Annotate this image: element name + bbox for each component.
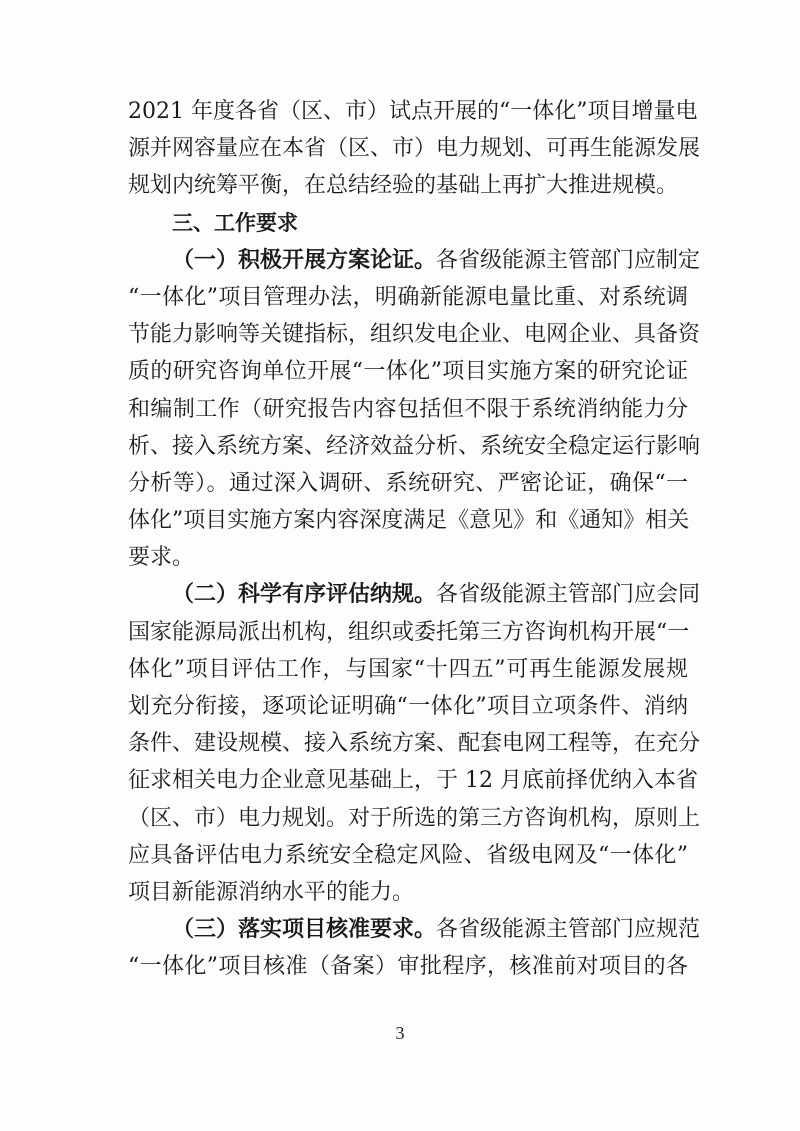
text-line: 节能力影响等关键指标，组织发电企业、电网企业、具备资 [128,322,701,348]
text-line: 析、接入系统方案、经济效益分析、系统安全稳定运行影响 [128,433,701,459]
text-line: 条件、建设规模、接入系统方案、配套电网工程等，在充分 [128,731,701,757]
text-line: 分析等）。通过深入调研、系统研究、严密论证，确保“一 [128,470,688,496]
item-2-first-line-text: 各省级能源主管部门应会同 [436,582,701,608]
page-number: 3 [395,1023,405,1043]
section-heading: 三、工作要求 [172,210,298,235]
item-1-title: （一）积极开展方案论证。 [172,247,437,273]
item-3-first-line [128,911,701,948]
text-line: 征求相关电力企业意见基础上，于 12 月底前择优纳入本省 [128,768,698,794]
text-line: 划充分衔接，逐项论证明确“一体化”项目立项条件、消纳 [128,694,688,719]
text-line: 要求。 [128,545,195,571]
text-line: 2021 年度各省（区、市）试点开展的“一体化”项目增量电 [128,99,698,124]
text-line: “一体化”项目核准（备案）审批程序，核准前对项目的各 [128,954,688,980]
text-line: （区、市）电力规划。对于所选的第三方咨询机构，原则上 [128,805,701,831]
text-line: 质的研究咨询单位开展“一体化”项目实施方案的研究论证 [128,359,688,385]
item-1-first-line [128,242,701,279]
text-line: 体化”项目评估工作，与国家“十四五”可再生能源发展规 [128,656,688,682]
text-line: 体化”项目实施方案内容深度满足《意见》和《通知》相关 [128,508,690,534]
text-line: 源并网容量应在本省（区、市）电力规划、可再生能源发展 [128,136,701,162]
text-line: 国家能源局派出机构，组织或委托第三方咨询机构开展“一 [128,619,690,645]
document-body [128,93,701,986]
item-2-first-line [128,576,701,613]
item-3-first-line-text: 各省级能源主管部门应规范 [436,917,701,943]
text-line: 项目新能源消纳水平的能力。 [128,879,415,905]
item-1-first-line-text: 各省级能源主管部门应制定 [436,247,701,273]
text-line: 规划内统筹平衡，在总结经验的基础上再扩大推进规模。 [128,173,679,199]
text-line: “一体化”项目管理办法，明确新能源电量比重、对系统调 [128,284,688,310]
item-3-title: （三）落实项目核准要求。 [172,917,437,943]
text-line: 和编制工作（研究报告内容包括但不限于系统消纳能力分 [128,396,688,422]
item-2-title: （二）科学有序评估纳规。 [172,582,437,608]
text-line: 应具备评估电力系统安全稳定风险、省级电网及“一体化” [128,842,688,868]
